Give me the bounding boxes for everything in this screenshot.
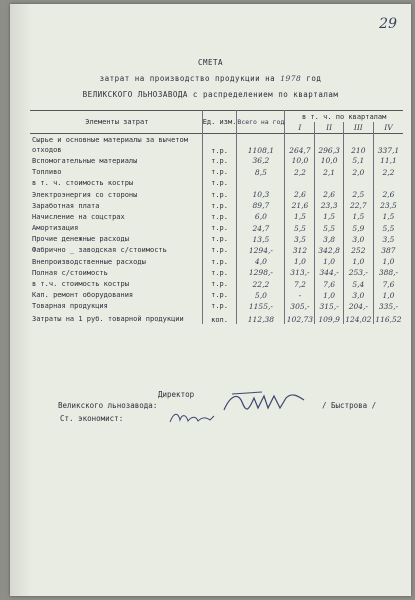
doc-subtitle [10,74,411,83]
row-quarter-2: 2,6 [315,189,343,200]
row-quarter-3: 2,0 [343,167,373,178]
director-signature-icon [218,388,308,418]
economist-title: Ст. экономист: [60,414,124,423]
row-name: Топливо [32,168,62,177]
row-name: Кап. ремонт оборудования [32,291,134,300]
row-quarter-2: 10,0 [315,155,343,166]
subtitle-prefix: затрат на производство продукции на [99,74,276,83]
row-quarter-3: 5,9 [343,223,373,234]
page-number: 29 [379,16,397,32]
row-unit: т.р. [202,155,237,166]
header-unit: Ед. изм. [202,111,237,134]
row-quarter-3: 124,02 [343,312,373,324]
row-unit: т.р. [202,234,237,245]
row-quarter-2: 23,3 [315,200,343,211]
row-quarter-1: 1,0 [285,256,315,267]
row-total: 1294,- [237,245,285,256]
row-quarter-3: 2,5 [343,189,373,200]
row-quarter-3 [343,178,373,189]
row-quarter-2: 1,0 [315,256,343,267]
row-quarter-1: 2,2 [285,167,315,178]
row-name: Полная с/стоимость [32,268,108,277]
row-quarter-3: 5,1 [343,155,373,166]
row-quarter-1: 10,0 [285,155,315,166]
row-unit: т.р. [202,278,237,289]
row-quarter-1: 1,5 [285,211,315,222]
row-quarter-4: 335,- [373,301,403,312]
row-quarter-2: 296,3 [315,134,343,156]
row-quarter-3: 22,7 [343,200,373,211]
header-elements: Элементы затрат [85,118,149,127]
row-total: 89,7 [237,200,285,211]
header-quarter-2: II [315,122,343,134]
doc-subtitle-line3: ВЕЛИКСКОГО ЛЬНОЗАВОДА с распределением по кварталам [82,90,339,99]
row-name: в т.ч. стоимость костры [32,280,129,289]
row-quarter-1: 2,6 [285,189,315,200]
row-unit: т.р. [202,178,237,189]
row-quarter-1: 312 [285,245,315,256]
row-quarter-1 [285,178,315,189]
row-quarter-1: 264,7 [285,134,315,156]
row-quarter-1: 21,6 [285,200,315,211]
row-unit: т.р. [202,134,237,156]
row-total: 10,3 [237,189,285,200]
director-title: Директор [158,390,195,399]
header-quarter-3: III [343,122,373,134]
row-quarter-3: 252 [343,245,373,256]
row-quarter-3: 5,4 [343,278,373,289]
row-quarter-1: 102,73 [285,312,315,324]
row-quarter-3: 210 [343,134,373,156]
table-row [30,211,403,222]
table-row [30,267,403,278]
row-unit: т.р. [202,167,237,178]
row-unit: т.р. [202,211,237,222]
economist-signature-icon [168,410,218,426]
table-row [30,223,403,234]
row-quarter-4: 11,1 [373,155,403,166]
header-quarters-group: в т. ч. по кварталам [285,111,403,123]
row-quarter-4: 387 [373,245,403,256]
row-quarter-3: 204,- [343,301,373,312]
table-row [30,290,403,301]
row-unit: т.р. [202,200,237,211]
row-total: 1108,1 [237,134,285,156]
row-quarter-4: 388,- [373,267,403,278]
row-unit: т.р. [202,245,237,256]
row-quarter-4: 1,5 [373,211,403,222]
row-quarter-4: 7,6 [373,278,403,289]
row-unit: т.р. [202,256,237,267]
row-quarter-1: 5,5 [285,223,315,234]
table-row [30,189,403,200]
row-quarter-2: 315,- [315,301,343,312]
row-quarter-4: 5,5 [373,223,403,234]
row-quarter-1: 7,2 [285,278,315,289]
row-total: 1298,- [237,267,285,278]
row-total: 8,5 [237,167,285,178]
row-quarter-2 [315,178,343,189]
subtitle-year: 1978 [280,74,302,83]
row-quarter-1: 3,5 [285,234,315,245]
row-name: Затраты на 1 руб. товарной продукции [32,315,184,324]
row-unit: т.р. [202,223,237,234]
row-name: в т. ч. стоимость костры [32,179,134,188]
subtitle-suffix: год [306,74,322,83]
row-quarter-3: 1,0 [343,256,373,267]
row-name: Электроэнергия со стороны [32,190,138,199]
row-quarter-1: - [285,290,315,301]
row-name: Товарная продукция [32,302,108,311]
table-row [30,234,403,245]
row-quarter-2: 5,5 [315,223,343,234]
row-name: Амортизация [32,224,79,233]
row-name: Внепроизводственные расходы [32,257,146,266]
row-quarter-4 [373,178,403,189]
row-quarter-2: 1,0 [315,290,343,301]
row-total: 4,0 [237,256,285,267]
row-name: Фабрично _ заводская с/стоимость [32,246,167,255]
cost-estimate-table [30,110,403,324]
row-quarter-2: 342,8 [315,245,343,256]
row-quarter-2: 1,5 [315,211,343,222]
header-quarter-1: I [285,122,315,134]
row-quarter-1: 305,- [285,301,315,312]
header-total: Всего на год [237,111,285,134]
row-quarter-3: 1,5 [343,211,373,222]
row-unit: т.р. [202,290,237,301]
row-total: 24,7 [237,223,285,234]
row-quarter-4: 3,5 [373,234,403,245]
row-name: Начисление на соцстрах [32,212,125,221]
director-org: Великского льнозавода: [58,401,158,410]
table-row [30,245,403,256]
row-quarter-2: 344,- [315,267,343,278]
row-quarter-4: 1,0 [373,256,403,267]
row-quarter-3: 3,0 [343,234,373,245]
row-quarter-3: 253,- [343,267,373,278]
row-name: Вспомогательные материалы [32,156,138,165]
row-quarter-2: 7,6 [315,278,343,289]
row-quarter-4: 116,52 [373,312,403,324]
row-total [237,178,285,189]
table-row [30,134,403,156]
row-quarter-4: 1,0 [373,290,403,301]
row-quarter-4: 337,1 [373,134,403,156]
row-unit: т.р. [202,189,237,200]
row-total: 22,2 [237,278,285,289]
row-quarter-4: 2,2 [373,167,403,178]
table-row [30,155,403,166]
table-row [30,301,403,312]
row-name: Прочие денежные расходы [32,235,129,244]
row-quarter-4: 2,6 [373,189,403,200]
header-quarter-4: IV [373,122,403,134]
row-unit: т.р. [202,267,237,278]
row-name: Сырье и основные материалы за вычетом отходов [32,136,188,155]
row-total: 36,2 [237,155,285,166]
document-sheet [10,4,411,596]
table-row [30,167,403,178]
table-row [30,200,403,211]
row-quarter-3: 3,0 [343,290,373,301]
table-row [30,256,403,267]
row-unit: т.р. [202,301,237,312]
doc-title: СМЕТА [197,58,224,67]
row-quarter-4: 23,5 [373,200,403,211]
row-name: Заработная плата [32,201,100,210]
row-quarter-2: 3,8 [315,234,343,245]
row-total: 5,0 [237,290,285,301]
director-name: / Быстрова / [322,401,377,410]
row-quarter-1: 313,- [285,267,315,278]
row-total: 6,0 [237,211,285,222]
row-unit: коп. [202,312,237,324]
row-total: 112,38 [237,312,285,324]
table-row [30,178,403,189]
row-quarter-2: 109,9 [315,312,343,324]
row-quarter-2: 2,1 [315,167,343,178]
row-total: 1155,- [237,301,285,312]
table-row [30,278,403,289]
row-total: 13,5 [237,234,285,245]
table-row [30,312,403,324]
